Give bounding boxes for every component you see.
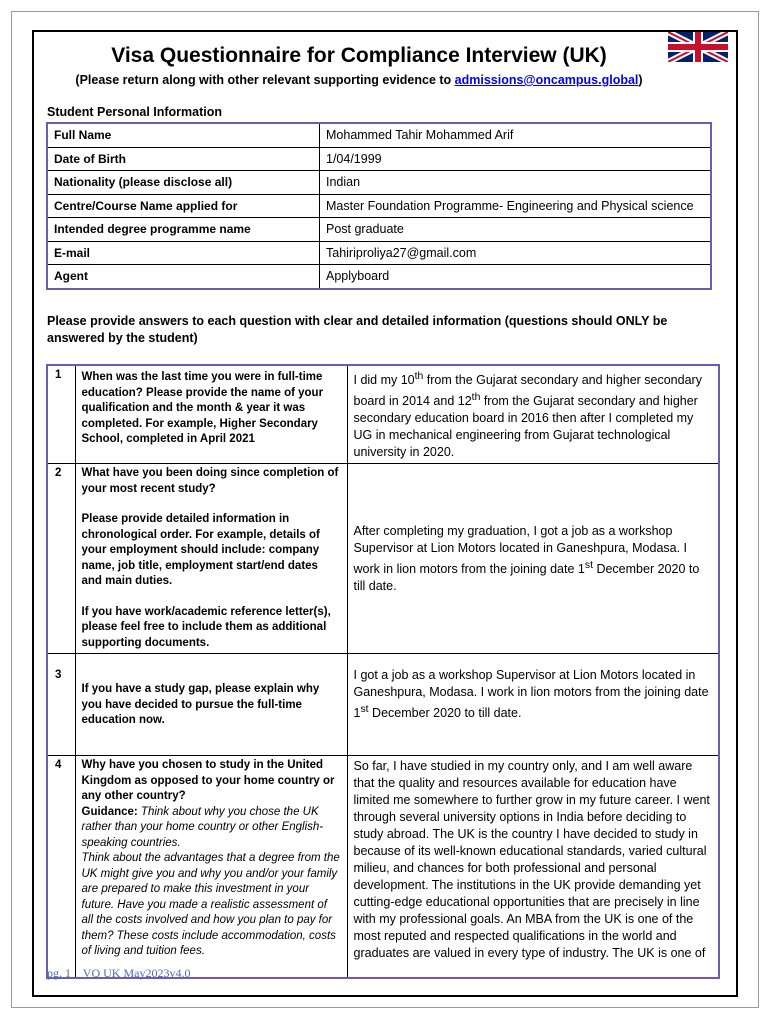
email-label: E-mail: [47, 241, 320, 265]
dob-label: Date of Birth: [47, 147, 320, 171]
course-label: Centre/Course Name applied for: [47, 194, 320, 218]
question-text: Why have you chosen to study in the United Kingdom as opposed to your home country or any other country? Guidance: Think about why you chose the UK rather than your home country or other English-speaking countries. Think about the advantages that a degree from the UK might give you and why you and/or your family are prepared to make this investment in your future. Have you made a realistic assessment of all the costs involved and how you plan to pay for them? These costs include accommodation, costs of living and tuition fees.: [75, 756, 347, 978]
question-number: 2: [47, 464, 75, 654]
info-row-nationality: [47, 171, 711, 195]
course-value[interactable]: Master Foundation Programme- Engineering and Physical science: [320, 194, 712, 218]
dob-value[interactable]: 1/04/1999: [320, 147, 712, 171]
question-text: If you have a study gap, please explain why you have decided to pursue the full-time education now.: [75, 654, 347, 756]
agent-value[interactable]: Applyboard: [320, 265, 712, 289]
email-link[interactable]: admissions@oncampus.global: [454, 73, 639, 87]
info-row-email: [47, 241, 711, 265]
programme-label: Intended degree programme name: [47, 218, 320, 242]
full-name-label: Full Name: [47, 123, 320, 147]
question-number: 3: [47, 654, 75, 756]
answer-text[interactable]: After completing my graduation, I got a job as a workshop Supervisor at Lion Motors located in Ganeshpura, Modasa. I work in lion motors from the joining date 1st December 2020 to till date.: [347, 464, 719, 654]
question-text: When was the last time you were in full-time education? Please provide the name of your qualification and the month & year it was completed. For example, Higher Secondary School, completed in April 2021: [75, 365, 347, 464]
nationality-label: Nationality (please disclose all): [47, 171, 320, 195]
personal-info-heading: Student Personal Information: [47, 105, 223, 119]
question-row-3: [47, 654, 719, 756]
info-row-dob: [47, 147, 711, 171]
guidance-text-2: Think about the advantages that a degree from the UK might give you and why you and/or your family are prepared to make this investment in your future. Have you made a realistic assessment of all the costs involved and how you plan to pay for them? These costs include accommodation, costs of living and tuition fees.: [81, 852, 340, 958]
page-title: Visa Questionnaire for Compliance Interview (UK): [111, 44, 607, 67]
subtitle: (Please return along with other relevant supporting evidence to admissions@oncampus.global): [75, 73, 643, 87]
nationality-value[interactable]: Indian: [320, 171, 712, 195]
answer-text[interactable]: So far, I have studied in my country only, and I am well aware that the quality and resources available for education have limited me somewhere to further grow in my future career. I went through several university options in India before deciding to study abroad. The UK is the country I have decided to study in because of its well-known educational standards, varied cultural milieu, and chances for both professional and personal development. The institutions in the UK provide demanding yet cutting-edge educational opportunities that are precisely in line with my professional goals. An MBA from the UK is one of the most reputed and respected qualifications in the world and graduates are valued in every type of industry. The UK is one of: [347, 756, 719, 978]
answer-text[interactable]: I got a job as a workshop Supervisor at Lion Motors located in Ganeshpura, Modasa. I work in lion motors from the joining date 1st December 2020 to till date.: [347, 654, 719, 756]
question-row-1: [47, 365, 719, 464]
personal-info-table: [46, 122, 712, 290]
question-row-4: [47, 756, 719, 978]
info-row-course: [47, 194, 711, 218]
info-row-agent: [47, 265, 711, 289]
info-row-programme: [47, 218, 711, 242]
info-row-full-name: [47, 123, 711, 147]
agent-label: Agent: [47, 265, 320, 289]
question-number: 4: [47, 756, 75, 978]
question-number: 1: [47, 365, 75, 464]
guidance-text: Guidance: Think about why you chose the UK rather than your home country or other English-speaking countries.: [81, 805, 324, 849]
question-text: What have you been doing since completion of your most recent study? Please provide detailed information in chronological order. For example, details of your employment should include: company name, job title, employment start/end dates and main duties. If you have work/academic reference letter(s), please feel free to include them as additional supporting documents.: [75, 464, 347, 654]
answer-text[interactable]: I did my 10th from the Gujarat secondary and higher secondary board in 2014 and 12th from the Gujarat secondary and higher secondary education board in 2016 then after I completed my UG in mechanical engineering from Gujarat technological university in 2020.: [347, 365, 719, 464]
full-name-value[interactable]: Mohammed Tahir Mohammed Arif: [320, 123, 712, 147]
instructions: Please provide answers to each question with clear and detailed information (questions should ONLY be answered by the student): [47, 314, 668, 345]
questions-table: [46, 364, 720, 979]
programme-value[interactable]: Post graduate: [320, 218, 712, 242]
email-value[interactable]: Tahiriproliya27@gmail.com: [320, 241, 712, 265]
footer: pg. 1 _ VQ UK May2023v4.0: [47, 966, 191, 980]
uk-flag-icon: [668, 32, 728, 62]
question-row-2: [47, 464, 719, 654]
